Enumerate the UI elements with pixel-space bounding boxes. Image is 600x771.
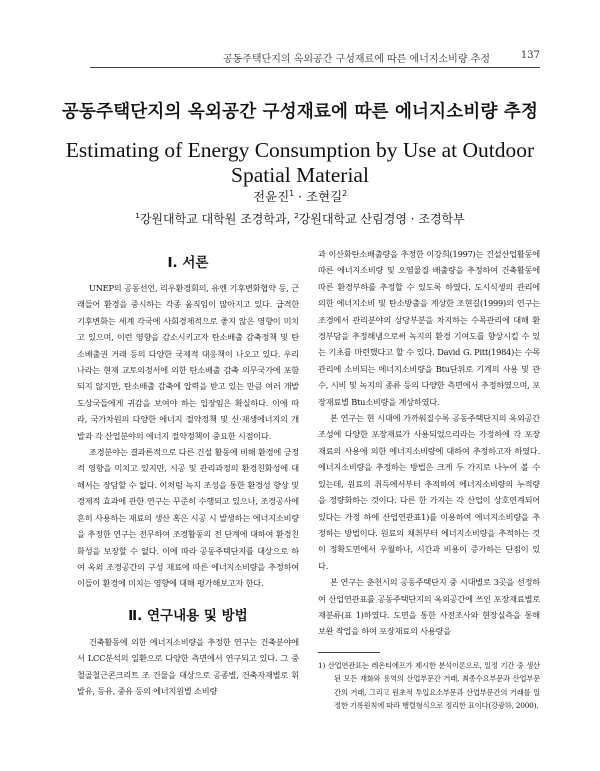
author-2: 조현길 (305, 189, 343, 204)
section-1-paragraph-2: 조경분야는 결과론적으로 다른 건설 활동에 비해 환경에 긍정적 영향을 미치고 있지만, 시공 및 관리과정의 환경친화성에 대해서는 장담할 수 없다. 이처럼 녹지 조성을 통한 환경성 향상 및 경제적 효과에 관한 연구는 꾸준히 수행되고 있으나, 조경공사에 흔히 사용하는 재료의 생산 혹은 시공 시 발생하는 에너지소비량을 추정한 연구는 전무하여 조경활동의 전 단계에 대하여 환경친화성을 보장할 수 없다. 이에 따라 공동주택단지를 대상으로 하여 옥외 조경공간의 구성 재료에 따른 에너지소비량을 추정하여 이들이 환경에 미치는 영향에 대해 평가해보고자 한다. (77, 447, 299, 589)
title-english: Estimating of Energy Consumption by Use at Outdoor Spatial Material (65, 138, 535, 187)
author-1: 전윤진 (253, 189, 290, 204)
author-2-sup: 2 (342, 188, 347, 198)
section-2-paragraph-1: 건축활동에 의한 에너지소비량을 추정한 연구는 건축분야에서 LCC분석의 일환으로 다양한 측면에서 연구되고 있다. 그 중 철골철근콘크리트 조 건물을 대상으로 공종별, 건축자재별로 휘발유, 등유, 중유 등의 에너지원별 소비량 (77, 636, 299, 696)
left-column (77, 253, 299, 699)
running-title: 공동주택단지의 옥외공간 구성재료에 따른 에너지소비량 추정 (222, 54, 490, 65)
right-paragraph-2: 본 연구는 현 시대에 가까워질수록 공동주택단지의 옥외공간 조성에 다양한 포장재료가 사용되었으리라는 가정하에 각 포장재료의 사용에 의한 에너지소비량에 대하여 추정하고자 하였다. 에너지소비량을 추정하는 방법은 크게 두 가지로 나누어 볼 수 있는데, 원료의 취득에서부터 추적하여 에너지소비량의 누적량을 정량화하는 것이다. 다른 한 가지는 각 산업이 상호연계되어 있다는 가정 하에 산업연관표1)를 이용하여 에너지소비량을 추정하는 방법이다. 원료의 채취부터 에너지소비량을 추적하는 것이 정확도면에서 우월하나, 시간과 비용이 증가하는 단점이 있다. (318, 413, 540, 571)
author-separator: · (294, 189, 306, 204)
affil-1-sup: 1 (135, 211, 140, 220)
section-2-heading: Ⅱ. 연구내용 및 방법 (128, 607, 248, 624)
section-1-heading: Ⅰ. 서론 (167, 255, 209, 271)
right-paragraph-3: 본 연구는 춘천시의 공동주택단지 중 시대별로 3곳을 선정하여 산업연관표를 공동주택단지의 옥외공간에 쓰인 포장재료별로 재분류(표 1)하였다. 도면을 통한 사전조사와 현장실측을 통해 보완 작업을 하여 포장재료의 사용량을 (318, 577, 540, 637)
author-1-sup: 1 (289, 188, 295, 198)
affil-1: 강원대학교 대학원 조경학과, (139, 212, 295, 226)
affil-2: 강원대학교 산림경영 · 조경학부 (298, 212, 465, 226)
affiliations (0, 210, 600, 227)
title-korean: 공동주택단지의 옥외공간 구성재료에 따른 에너지소비량 추정 (61, 102, 539, 122)
running-head (90, 50, 540, 64)
header-rule (90, 67, 540, 68)
authors (0, 187, 600, 205)
page-number: 137 (520, 50, 540, 61)
right-column (318, 246, 540, 712)
right-paragraph-1: 과 이산화탄소배출량을 추정한 이강희(1997)는 건설산업활동에 따른 에너지소비량 및 오염물질 배출량을 추정하여 건축활동에 따른 환경부하를 추정할 수 있도록 하였다. 도시식생의 관리에 의한 에너지소비 및 탄소방출을 계상한 조현길(1999)의 연구는 조경에서 관리분야의 상당부분을 차지하는 수목관리에 대해 환경부담을 추정해냄으로써 녹지의 환경 기여도를 향상시킬 수 있는 기초를 마련했다고 할 수 있다. David G. Pitt(1984)는 수목관리에 소비되는 에너지소비량을 Btu단위로 기계의 사용 및 관수, 시비 및 녹지의 종류 등의 다양한 측면에서 추정하였으며, 포장재료별 Btu소비량을 계상하였다. (318, 249, 540, 407)
affil-2-sup: 2 (294, 211, 299, 220)
footnote-rule (318, 652, 380, 653)
section-1-paragraph-1: UNEP의 공동선언, 리우환경회의, 유엔 기후변화협약 등, 근래들어 환경을 중시하는 각종 움직임이 많아지고 있다. 급격한 기후변화는 세계 각국에 사회경제적으로 좋지 않은 영향이 미치고 있으며, 이런 영향을 감소시키고자 탄소배출 감축정책 및 탄소배출권 거래 등의 다양한 국제적 대응책이 나오고 있다. 우리나라는 현재 교토의정서에 의한 탄소배출 감축 의무국가에 포함되지 않지만, 탄소배출 감축에 압력을 받고 있는 만큼 여러 개발도상국들에게 귀감을 보여야 하는 입장임은 확실하다. 이에 따라, 국가차원의 다양한 에너지 절약정책 및 신·재생에너지의 개발과 각 산업분야의 에너지 절약정책이 중요한 시점이다. (77, 283, 299, 441)
footnote: 1) 산업연관표는 레온티에프가 제시한 분석이론으로, 일정 기간 중 생산된 모든 재화와 용역의 산업부문간 거래, 최종수요부문과 산업부문간의 거래, 그리고 원초적 투입요소부문과 산업부문간의 거래를 일정한 기록원칙에 따라 행렬형식으로 정리한 표이다(강광하, 2000). (318, 660, 540, 710)
